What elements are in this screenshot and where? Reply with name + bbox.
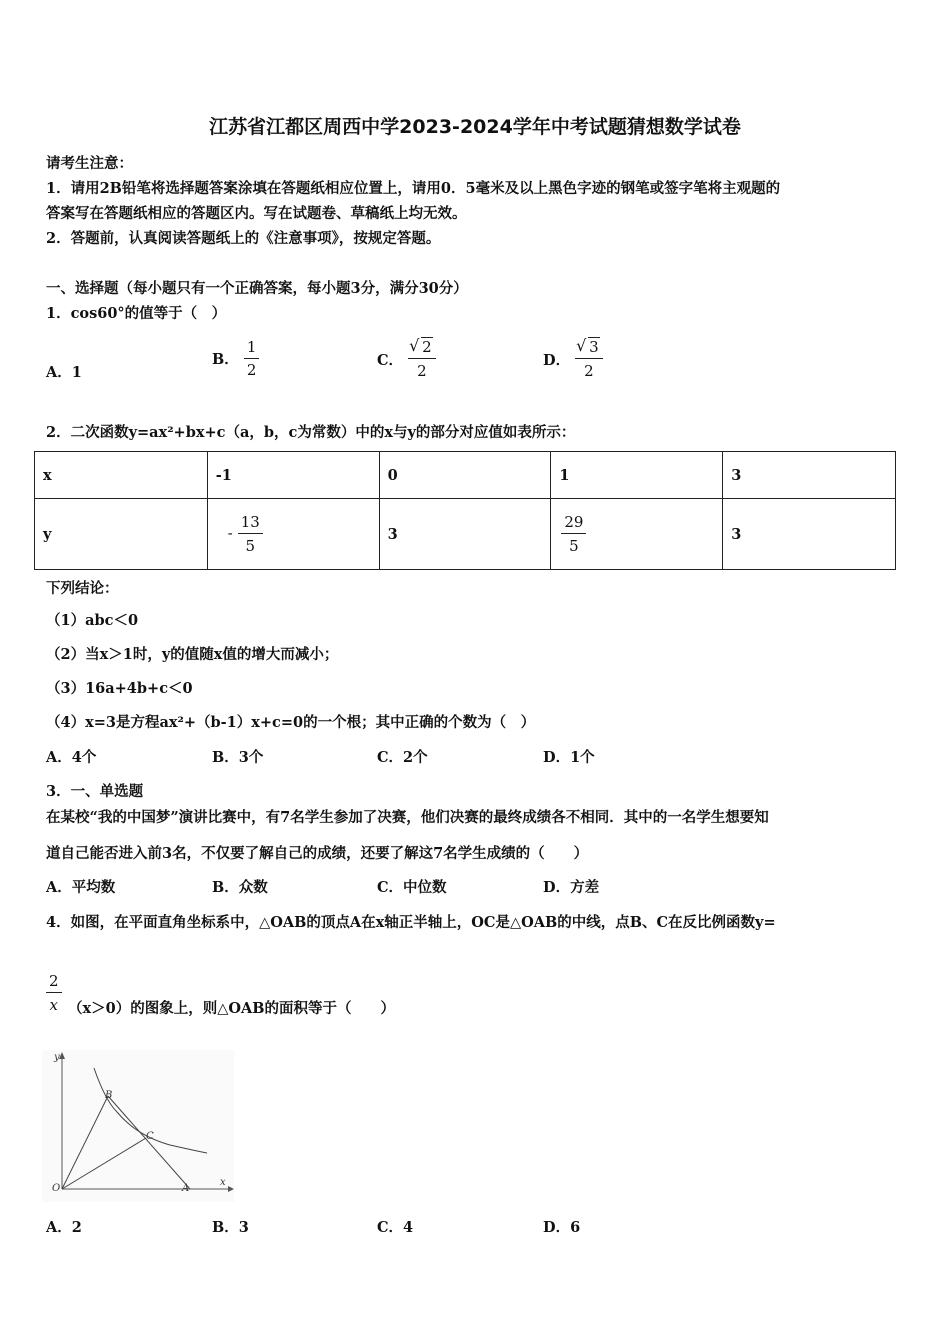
sqrt-symbol (411, 338, 433, 356)
fraction-numerator (575, 338, 603, 359)
q2-conclusion-3: （3）16a+4b+c＜0 (46, 680, 193, 697)
figure-background (42, 1050, 234, 1202)
q1-option-d (543, 338, 603, 380)
table-cell: 3 (723, 452, 896, 499)
q4-option-a: A．2 (46, 1219, 82, 1236)
q3-stem: 3．一、单选题 (46, 783, 144, 800)
label-a: A (182, 1183, 190, 1194)
q4-option-d: D．6 (543, 1219, 581, 1236)
q2-conclusion-2: （2）当x＞1时，y的值随x值的增大而减小； (46, 646, 339, 663)
q4-stem-2: （x＞0）的图象上，则△OAB的面积等于（ ） (68, 1000, 396, 1017)
q2-option-a: A．4个 (46, 749, 97, 766)
radicand: 2 (422, 338, 432, 356)
q4-option-b: B．3 (212, 1219, 249, 1236)
label-o: O (52, 1183, 61, 1194)
notice-line-2: 答案写在答题纸相应的答题区内。写在试题卷、草稿纸上均无效。 (46, 205, 467, 222)
q1-option-c-fraction (408, 338, 436, 380)
notice-line-1: 1．请用2B铅笔将选择题答案涂填在答题纸相应位置上，请用0．5毫米及以上黑色字迹的钢笔或签字笔将主观题的 (46, 180, 781, 197)
q2-conclusion-4: （4）x=3是方程ax²+（b-1）x+c=0的一个根；其中正确的个数为（ ） (46, 714, 536, 731)
q3-option-c: C．中位数 (377, 879, 447, 896)
q2-option-b: B．3个 (212, 749, 264, 766)
section-heading: 一、选择题（每小题只有一个正确答案，每小题3分，满分30分） (46, 280, 468, 297)
q4-stem: 4．如图，在平面直角坐标系中，△OAB的顶点A在x轴正半轴上，OC是△OAB的中线，点B、C在反比例函数y= (46, 914, 776, 931)
q1-option-a: A．1 (46, 364, 82, 381)
y-fraction-1 (238, 513, 263, 555)
q1-option-b-fraction (244, 338, 260, 379)
table-cell: -1 (207, 452, 379, 499)
q2-option-d: D．1个 (543, 749, 595, 766)
table-cell: 3 (379, 499, 551, 570)
q2-conclusions-heading: 下列结论： (46, 580, 119, 597)
value-table (34, 451, 896, 570)
q3-option-a: A．平均数 (46, 879, 116, 896)
fraction-denominator: 5 (245, 537, 256, 555)
radicand: 3 (589, 338, 599, 356)
q3-option-b: B．众数 (212, 879, 268, 896)
fraction-numerator: 1 (246, 338, 257, 356)
table-cell (207, 499, 379, 570)
q3-line-2: 道自己能否进入前3名，不仅要了解自己的成绩，还要了解这7名学生成绩的（ ） (46, 845, 589, 862)
table-row-x (35, 452, 896, 499)
label-y: y (54, 1052, 60, 1063)
fraction-denominator: 5 (569, 537, 579, 555)
label-b: B (105, 1090, 113, 1101)
fraction-numerator (408, 338, 436, 359)
q3-option-d: D．方差 (543, 879, 600, 896)
q4-option-c: C．4 (377, 1219, 414, 1236)
y-fraction-3 (561, 513, 586, 555)
label-x: x (220, 1177, 226, 1188)
notice-heading: 请考生注意： (46, 155, 133, 172)
q1-option-b-label: B． (212, 351, 239, 368)
q4-fraction (46, 972, 62, 1014)
notice-line-3: 2．答题前，认真阅读答题纸上的《注意事项》，按规定答题。 (46, 230, 441, 247)
q1-option-c-label: C． (377, 351, 404, 369)
q2-conclusion-1: （1）abc＜0 (46, 612, 139, 629)
sqrt-symbol (578, 338, 600, 356)
q1-option-b (212, 338, 259, 379)
q1-stem: 1．cos60°的值等于（ ） (46, 305, 227, 322)
table-cell: 0 (379, 452, 551, 499)
q1-option-d-fraction (575, 338, 603, 380)
fraction-denominator: x (49, 996, 58, 1014)
table-cell (551, 499, 723, 570)
table-row-y (35, 499, 896, 570)
table-cell: y (35, 499, 208, 570)
fraction-numerator: 13 (238, 513, 263, 534)
q1-option-d-label: D． (543, 351, 571, 369)
fraction-numerator: 29 (561, 513, 586, 534)
table-cell: 1 (551, 452, 723, 499)
q4-fraction-inner (46, 972, 62, 1014)
q1-option-c (377, 338, 436, 380)
fraction-denominator: 2 (244, 358, 260, 379)
fraction-denominator: 2 (417, 362, 427, 380)
q2-option-c: C．2个 (377, 749, 428, 766)
table-cell: x (35, 452, 208, 499)
q3-line-1: 在某校“我的中国梦”演讲比赛中，有7名学生参加了决赛，他们决赛的最终成绩各不相同．其中的一名学生想要知 (46, 809, 769, 826)
negative-sign: - (227, 526, 233, 542)
page-title: 江苏省江都区周西中学2023-2024学年中考试题猜想数学试卷 (209, 116, 741, 138)
q2-stem: 2．二次函数y=ax²+bx+c（a，b，c为常数）中的x与y的部分对应值如表所示： (46, 424, 576, 441)
q4-figure (42, 1050, 234, 1202)
label-c: C (146, 1131, 154, 1142)
fraction-numerator: 2 (46, 972, 62, 993)
fraction-denominator: 2 (584, 362, 594, 380)
table-cell: 3 (723, 499, 896, 570)
